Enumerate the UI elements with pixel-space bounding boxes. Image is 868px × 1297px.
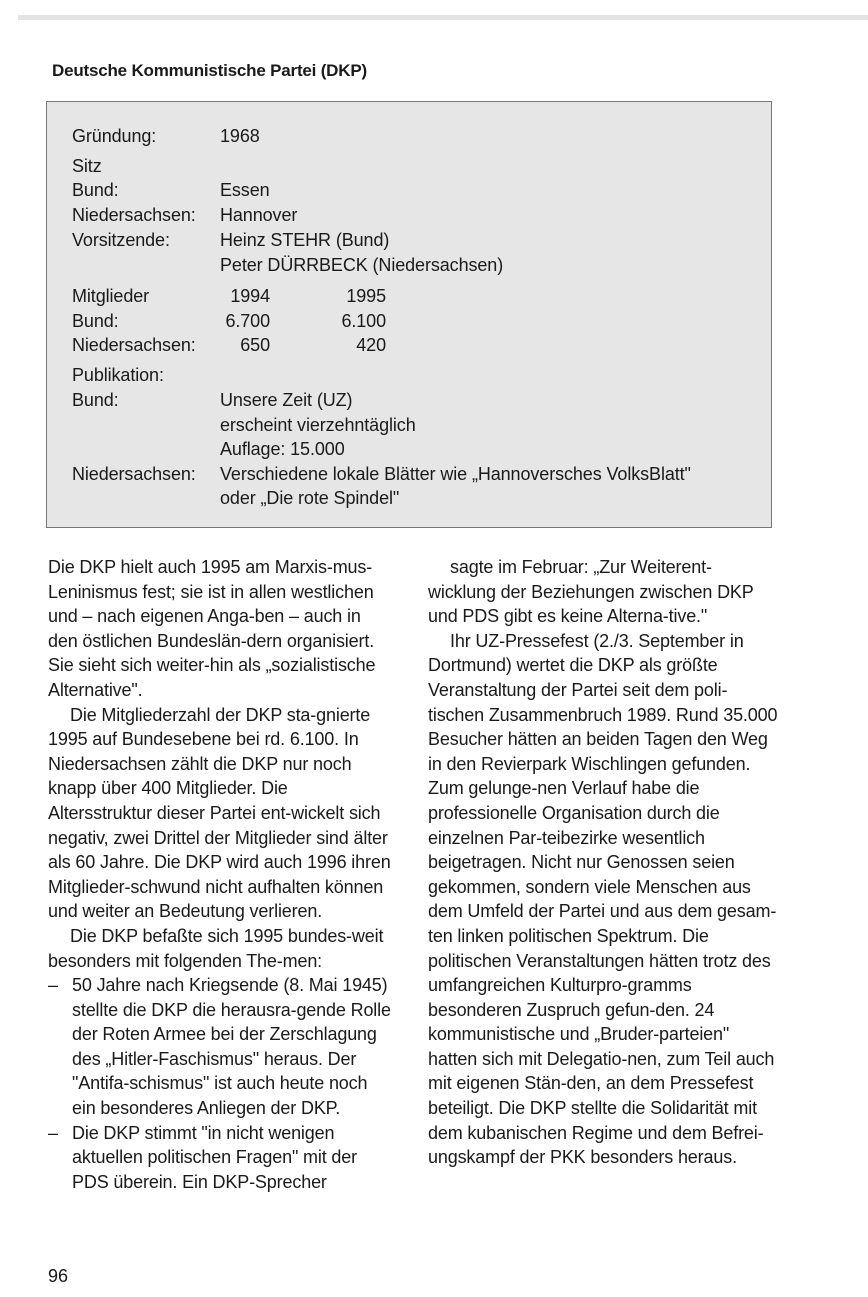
paragraph-membership: Die Mitgliederzahl der DKP sta-gnierte 1995 auf Bundesebene bei rd. 6.100. In Niedersachsen zählt die DKP nur noch knapp über 400 Mitglieder. Die Altersstruktur dieser Partei ent-wickelt sich negativ, zwei Drittel der Mitglieder sind älter als 60 Jahre. Die DKP wird auch 1996 ihren Mitglieder-schwund nicht aufhalten können und weiter an Bedeutung verlieren. <box>48 704 391 922</box>
bullet-dash: – <box>48 975 58 996</box>
paragraph-pressefest: Ihr UZ-Pressefest (2./3. September in Dortmund) wertet die DKP als größte Veranstaltung der Partei seit dem poli-tischen Zusammenbruch 1989. Rund 35.000 Besucher hätten an beiden Tagen den Weg in den Revierpark Wischlingen gefunden. Zum gelunge-nen Verlauf habe die professionelle Organisation durch die einzelnen Par-teibezirke wesentlich beigetragen. Nicht nur Genossen seien gekommen, sondern viele Menschen aus dem Umfeld der Partei und aus dem gesam-ten linken politischen Spektrum. Die politischen Veranstaltungen hätten trotz des umfangreichen Kulturpro-gramms besonderen Zuspruch gefun-den. 24 kommunistische und „Bruder-parteien" hatten sich mit Delegatio-nen, zum Teil auch mit eigenen Stän-den, an dem Pressefest beteiligt. Die DKP stellte die Solidarität mit dem kubanischen Regime und dem Befrei-ungskampf der PKK besonders heraus. <box>428 630 778 1168</box>
body-column-right <box>428 555 778 1170</box>
mitglieder-nds-label: Niedersachsen: <box>72 335 196 355</box>
page-number: 96 <box>48 1266 69 1286</box>
year-1995: 1995 <box>346 286 386 306</box>
publikation-nds-line-1: Verschiedene lokale Blätter wie „Hannoversches VolksBlatt" <box>220 464 691 484</box>
publikation-label: Publikation: <box>72 365 164 385</box>
publikation-bund-circulation: Auflage: 15.000 <box>220 439 345 459</box>
bullet-item-kriegsende <box>48 973 393 1121</box>
paragraph-intro: Die DKP hielt auch 1995 am Marxis-mus-Leninismus fest; sie ist in allen westlichen und – nach eigenen Anga-ben – auch in den östlichen Bundeslän-dern organisiert. Sie sieht sich weiter-hin als „sozialistische Alternative". <box>48 557 376 700</box>
mitglieder-label: Mitglieder <box>72 286 150 306</box>
party-info-box <box>46 101 772 528</box>
vorsitzende-nds: Peter DÜRRBECK (Niedersachsen) <box>220 255 504 275</box>
year-1994: 1994 <box>230 286 270 306</box>
publikation-nds-line-2: oder „Die rote Spindel" <box>220 488 400 508</box>
mitglieder-nds-1994: 650 <box>240 335 270 355</box>
gruendung-label: Gründung: <box>72 126 157 146</box>
publikation-bund-label: Bund: <box>72 390 119 410</box>
sitz-label: Sitz <box>72 156 102 176</box>
mitglieder-bund-1995: 6.100 <box>341 311 386 331</box>
gruendung-value: 1968 <box>220 126 260 146</box>
mitglieder-nds-1995: 420 <box>356 335 386 355</box>
sitz-bund-value: Essen <box>220 180 270 200</box>
mitglieder-bund-label: Bund: <box>72 311 119 331</box>
vorsitzende-bund: Heinz STEHR (Bund) <box>220 230 390 250</box>
mitglieder-bund-1994: 6.700 <box>225 311 270 331</box>
publikation-nds-label: Niedersachsen: <box>72 464 196 484</box>
bullet-text: Die DKP stimmt "in nicht wenigen aktuellen politischen Fragen" mit der PDS überein. Ein DKP-Sprecher <box>72 1122 357 1192</box>
top-rule <box>18 15 868 20</box>
sitz-nds-label: Niedersachsen: <box>72 205 196 225</box>
sitz-bund-label: Bund: <box>72 180 119 200</box>
bullet-item-pds <box>48 1121 393 1195</box>
paragraph-continuation: sagte im Februar: „Zur Weiterent-wicklung der Beziehungen zwischen DKP und PDS gibt es keine Alterna-tive." <box>428 557 754 627</box>
paragraph-topics: Die DKP befaßte sich 1995 bundes-weit besonders mit folgenden The-men: <box>48 925 384 971</box>
vorsitzende-label: Vorsitzende: <box>72 230 170 250</box>
bullet-text: 50 Jahre nach Kriegsende (8. Mai 1945) stellte die DKP die herausra-gende Rolle der Roten Armee bei der Zerschlagung des „Hitler-Faschismus" heraus. Der "Antifa-schismus" ist auch heute noch ein besonderes Anliegen der DKP. <box>72 975 391 1119</box>
bullet-dash: – <box>48 1122 58 1143</box>
section-heading: Deutsche Kommunistische Partei (DKP) <box>52 61 367 80</box>
body-column-left <box>48 555 393 1194</box>
publikation-bund-frequency: erscheint vierzehntäglich <box>220 415 416 435</box>
sitz-nds-value: Hannover <box>220 205 298 225</box>
publikation-bund-title: Unsere Zeit (UZ) <box>220 390 353 410</box>
